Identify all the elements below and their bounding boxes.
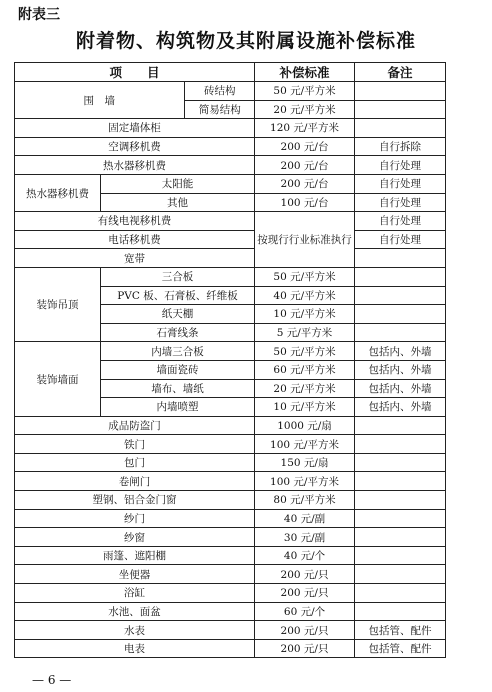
table-header-row xyxy=(15,63,446,82)
row-item: 固定墙体柜 xyxy=(15,119,255,138)
row-note xyxy=(355,602,446,621)
row-note xyxy=(355,453,446,472)
row-standard: 20 元/平方米 xyxy=(255,379,355,398)
row-standard: 50 元/平方米 xyxy=(255,82,355,101)
row-standard: 50 元/平方米 xyxy=(255,342,355,361)
row-sub: 其他 xyxy=(101,193,255,212)
appendix-label: 附表三 xyxy=(18,7,60,23)
wall-group xyxy=(15,82,255,119)
row-note: 包括内、外墙 xyxy=(355,360,446,379)
table-row xyxy=(15,584,446,603)
table-row xyxy=(15,565,446,584)
row-sub: 内墙喷塑 xyxy=(101,398,255,417)
row-item: 电话移机费 xyxy=(15,230,255,249)
row-standard: 200 元/台 xyxy=(255,174,355,193)
table-row xyxy=(15,230,446,249)
row-standard: 40 元/副 xyxy=(255,509,355,528)
row-sub: 墙面瓷砖 xyxy=(101,360,255,379)
row-standard: 80 元/平方米 xyxy=(255,491,355,510)
table-row xyxy=(15,342,446,361)
row-note: 自行拆除 xyxy=(355,137,446,156)
compensation-table xyxy=(14,62,446,658)
row-note xyxy=(355,286,446,305)
row-note xyxy=(355,416,446,435)
row-standard: 按现行行业标准执行 xyxy=(255,212,355,268)
row-note xyxy=(355,546,446,565)
table-row xyxy=(15,602,446,621)
row-note: 自行处理 xyxy=(355,174,446,193)
row-standard: 120 元/平方米 xyxy=(255,119,355,138)
table-row xyxy=(15,212,446,231)
table-row xyxy=(15,546,446,565)
table-row xyxy=(15,621,446,640)
table-row xyxy=(15,416,446,435)
row-standard: 40 元/个 xyxy=(255,546,355,565)
row-note: 包括内、外墙 xyxy=(355,398,446,417)
row-item: 水表 xyxy=(15,621,255,640)
wall-subtable xyxy=(15,82,255,118)
row-item: 纱窗 xyxy=(15,528,255,547)
row-item: 坐便器 xyxy=(15,565,255,584)
row-standard: 150 元/扇 xyxy=(255,453,355,472)
row-standard: 40 元/平方米 xyxy=(255,286,355,305)
table-row xyxy=(15,639,446,658)
table-row xyxy=(15,267,446,286)
row-item: 装饰墙面 xyxy=(15,342,101,416)
row-standard: 10 元/平方米 xyxy=(255,398,355,417)
row-sub: 内墙三合板 xyxy=(101,342,255,361)
row-item: 空调移机费 xyxy=(15,137,255,156)
row-note xyxy=(355,528,446,547)
row-sub: 墙布、墙纸 xyxy=(101,379,255,398)
header-item: 项 目 xyxy=(15,63,255,82)
row-note: 自行处理 xyxy=(355,230,446,249)
row-sub: 纸天棚 xyxy=(101,305,255,324)
row-standard: 60 元/个 xyxy=(255,602,355,621)
table-row xyxy=(15,119,446,138)
row-note xyxy=(355,119,446,138)
row-note xyxy=(355,100,446,119)
row-note xyxy=(355,565,446,584)
row-standard: 60 元/平方米 xyxy=(255,360,355,379)
row-item: 铁门 xyxy=(15,435,255,454)
row-standard: 1000 元/扇 xyxy=(255,416,355,435)
row-note xyxy=(355,509,446,528)
row-note xyxy=(355,82,446,101)
table-row xyxy=(15,453,446,472)
page-title: 附着物、构筑物及其附属设施补偿标准 xyxy=(75,30,416,52)
row-item: 雨篷、遮阳棚 xyxy=(15,546,255,565)
row-item: 水池、面盆 xyxy=(15,602,255,621)
row-note xyxy=(355,435,446,454)
row-sub: 三合板 xyxy=(101,267,255,286)
row-standard: 200 元/只 xyxy=(255,584,355,603)
row-item: 塑钢、铝合金门窗 xyxy=(15,491,255,510)
row-standard: 100 元/台 xyxy=(255,193,355,212)
table-row xyxy=(15,82,446,101)
row-item: 电表 xyxy=(15,639,255,658)
row-note: 自行处理 xyxy=(355,212,446,231)
table-row xyxy=(15,509,446,528)
table-row xyxy=(15,156,446,175)
row-standard: 10 元/平方米 xyxy=(255,305,355,324)
row-sub: 石膏线条 xyxy=(101,323,255,342)
row-note: 包括管、配件 xyxy=(355,621,446,640)
row-item: 纱门 xyxy=(15,509,255,528)
table-row xyxy=(15,528,446,547)
row-sub: PVC 板、石膏板、纤维板 xyxy=(101,286,255,305)
header-note: 备注 xyxy=(355,63,446,82)
table-row xyxy=(15,435,446,454)
table-row xyxy=(15,491,446,510)
row-item: 热水器移机费 xyxy=(15,174,101,211)
row-standard: 20 元/平方米 xyxy=(255,100,355,119)
row-item: 有线电视移机费 xyxy=(15,212,255,231)
row-note xyxy=(355,491,446,510)
row-note xyxy=(355,323,446,342)
row-item: 包门 xyxy=(15,453,255,472)
row-note: 自行处理 xyxy=(355,156,446,175)
row-note xyxy=(355,305,446,324)
row-standard: 5 元/平方米 xyxy=(255,323,355,342)
row-item: 热水器移机费 xyxy=(15,156,255,175)
row-standard: 200 元/台 xyxy=(255,156,355,175)
row-standard: 200 元/只 xyxy=(255,565,355,584)
row-sub: 简易结构 xyxy=(198,103,241,116)
row-standard: 200 元/只 xyxy=(255,639,355,658)
row-note: 包括内、外墙 xyxy=(355,379,446,398)
row-item: 浴缸 xyxy=(15,584,255,603)
row-note xyxy=(355,249,446,268)
row-standard: 30 元/副 xyxy=(255,528,355,547)
row-note xyxy=(355,472,446,491)
row-note: 自行处理 xyxy=(355,193,446,212)
table-row xyxy=(15,249,446,268)
table-row xyxy=(15,137,446,156)
row-item: 围 墙 xyxy=(15,82,184,118)
row-item: 宽带 xyxy=(15,249,255,268)
row-item: 成品防盗门 xyxy=(15,416,255,435)
row-standard: 100 元/平方米 xyxy=(255,472,355,491)
row-standard: 50 元/平方米 xyxy=(255,267,355,286)
row-standard: 100 元/平方米 xyxy=(255,435,355,454)
row-sub: 太阳能 xyxy=(101,174,255,193)
row-item: 卷闸门 xyxy=(15,472,255,491)
row-note xyxy=(355,267,446,286)
row-note xyxy=(355,584,446,603)
row-item: 装饰吊顶 xyxy=(15,267,101,341)
row-note: 包括管、配件 xyxy=(355,639,446,658)
header-standard: 补偿标准 xyxy=(255,63,355,82)
row-standard: 200 元/台 xyxy=(255,137,355,156)
row-standard: 200 元/只 xyxy=(255,621,355,640)
row-note: 包括内、外墙 xyxy=(355,342,446,361)
table-row xyxy=(15,174,446,193)
page-number: — 6 — xyxy=(32,673,72,687)
row-sub: 砖结构 xyxy=(184,82,255,100)
table-row xyxy=(15,472,446,491)
